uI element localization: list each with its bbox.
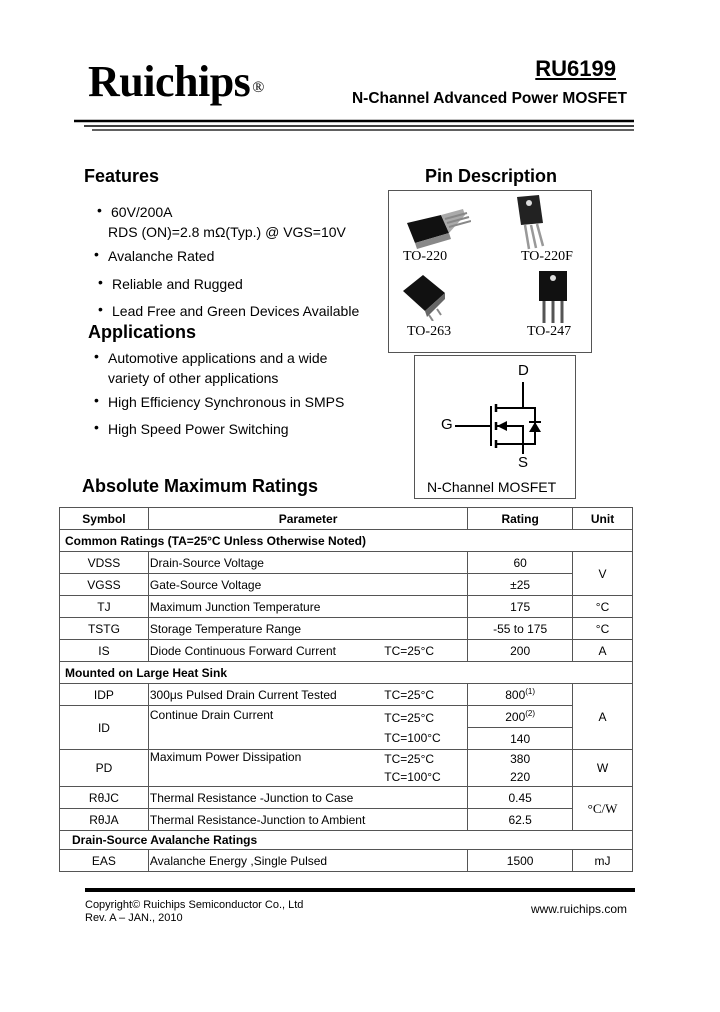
ratings-title: Absolute Maximum Ratings xyxy=(82,476,319,496)
package-panel xyxy=(388,190,592,353)
symbol-cell: RθJA xyxy=(60,809,149,831)
parameter-cell xyxy=(148,640,467,662)
symbol-cell: ID xyxy=(60,706,149,750)
package-label: TO-263 xyxy=(407,324,452,339)
document-subtitle: N-Channel Advanced Power MOSFET xyxy=(351,90,627,107)
symbol-cell: PD xyxy=(60,750,149,787)
table-row xyxy=(60,684,633,706)
to247-package-icon xyxy=(535,269,571,325)
symbol-cell: IS xyxy=(60,640,149,662)
gate-label: G xyxy=(441,416,453,433)
symbol-cell: EAS xyxy=(60,850,149,872)
symbol-cell: TJ xyxy=(60,596,149,618)
table-header-row xyxy=(60,508,633,530)
table-row xyxy=(60,618,633,640)
table-row xyxy=(60,750,633,769)
parameter-cell: Maximum Junction Temperature xyxy=(148,596,467,618)
table-row xyxy=(60,809,633,831)
symbol-cell: VGSS xyxy=(60,574,149,596)
rating-cell: 200 xyxy=(468,640,573,662)
group-row xyxy=(60,530,633,552)
parameter-cell xyxy=(148,750,467,787)
table-row xyxy=(60,640,633,662)
condition-text: TC=25°C xyxy=(384,687,435,702)
rating-cell: 1500 xyxy=(468,850,573,872)
feature-item: • Reliable and Rugged xyxy=(112,276,243,292)
source-label: S xyxy=(518,454,529,471)
copyright-text: Copyright© Ruichips Semiconductor Co., Ltd xyxy=(85,899,304,911)
feature-item: • 60V/200A xyxy=(111,204,173,220)
symbol-cell: VDSS xyxy=(60,552,149,574)
feature-item: RDS (ON)=2.8 mΩ(Typ.) @ VGS=10V xyxy=(108,224,346,240)
unit-cell: W xyxy=(573,750,633,787)
mosfet-caption: N-Channel MOSFET xyxy=(427,479,557,495)
parameter-text: 300μs Pulsed Drain Current Tested xyxy=(149,687,337,702)
drain-label: D xyxy=(518,362,529,379)
column-header: Parameter xyxy=(148,508,467,530)
unit-cell: °C xyxy=(573,596,633,618)
condition-line: TC=25°C xyxy=(384,752,435,766)
application-item: • High Efficiency Synchronous in SMPS xyxy=(108,394,344,410)
applications-title: Applications xyxy=(88,322,197,342)
application-item: variety of other applications xyxy=(108,370,279,386)
column-header: Symbol xyxy=(60,508,149,530)
table-row xyxy=(60,850,633,872)
parameter-cell: Storage Temperature Range xyxy=(148,618,467,640)
to263-package-icon xyxy=(399,271,449,321)
table-row xyxy=(60,574,633,596)
rating-cell: 380 xyxy=(468,750,573,769)
rating-cell: 0.45 xyxy=(468,787,573,809)
revision-text: Rev. A – JAN., 2010 xyxy=(85,912,183,924)
feature-item: • Lead Free and Green Devices Available xyxy=(112,303,359,319)
group-label: Mounted on Large Heat Sink xyxy=(60,662,633,684)
to220f-package-icon xyxy=(509,193,549,251)
column-header: Unit xyxy=(573,508,633,530)
rating-value: 200 xyxy=(505,710,526,724)
parameter-cell: Thermal Resistance-Junction to Ambient xyxy=(148,809,467,831)
condition-line: TC=100°C xyxy=(384,730,441,745)
condition-text xyxy=(384,708,466,748)
footer-rule xyxy=(85,888,635,892)
parameter-cell: Drain-Source Voltage xyxy=(148,552,467,574)
unit-cell: V xyxy=(573,552,633,596)
application-item: • High Speed Power Switching xyxy=(108,421,289,437)
group-row xyxy=(60,831,633,850)
group-label: Common Ratings (TA=25°C Unless Otherwise Noted) xyxy=(60,530,633,552)
features-title: Features xyxy=(84,166,160,186)
rating-cell: ±25 xyxy=(468,574,573,596)
rating-cell: 60 xyxy=(468,552,573,574)
rating-note: (1) xyxy=(525,687,536,696)
unit-cell: A xyxy=(573,684,633,750)
unit-cell: °C xyxy=(573,618,633,640)
header-rule xyxy=(74,118,634,132)
package-label: TO-247 xyxy=(527,324,572,339)
parameter-cell xyxy=(148,706,467,750)
condition-line: TC=25°C xyxy=(384,710,435,725)
parameter-text: Continue Drain Current xyxy=(149,707,274,722)
group-row xyxy=(60,662,633,684)
registered-mark: ® xyxy=(252,79,264,96)
package-label: TO-220 xyxy=(403,249,448,264)
rating-cell: 175 xyxy=(468,596,573,618)
mosfet-symbol-panel xyxy=(414,355,576,499)
table-row xyxy=(60,552,633,574)
website-link[interactable]: www.ruichips.com xyxy=(530,902,627,916)
condition-text: TC=25°C xyxy=(384,643,435,658)
condition-text xyxy=(384,750,466,786)
to220-package-icon xyxy=(401,203,471,251)
package-label: TO-220F xyxy=(521,249,573,264)
column-header: Rating xyxy=(468,508,573,530)
unit-cell: A xyxy=(573,640,633,662)
parameter-cell: Avalanche Energy ,Single Pulsed xyxy=(148,850,467,872)
parameter-cell xyxy=(148,684,467,706)
rating-note: (2) xyxy=(525,709,536,718)
rating-cell xyxy=(468,706,573,728)
mosfet-symbol-icon xyxy=(455,378,545,456)
group-label: Drain-Source Avalanche Ratings xyxy=(60,831,633,850)
part-number: RU6199 xyxy=(535,56,616,81)
rating-cell: 220 xyxy=(468,768,573,787)
unit-cell: mJ xyxy=(573,850,633,872)
table-row xyxy=(60,596,633,618)
brand-logo xyxy=(88,56,264,108)
feature-item: • Avalanche Rated xyxy=(108,248,214,264)
symbol-cell: IDP xyxy=(60,684,149,706)
symbol-cell: TSTG xyxy=(60,618,149,640)
rating-value: 800 xyxy=(505,688,526,702)
application-item: • Automotive applications and a wide xyxy=(108,350,327,366)
condition-line: TC=100°C xyxy=(384,770,441,784)
symbol-cell: RθJC xyxy=(60,787,149,809)
parameter-text: Maximum Power Dissipation xyxy=(149,750,302,764)
rating-cell: 140 xyxy=(468,728,573,750)
table-row xyxy=(60,706,633,728)
rating-cell: -55 to 175 xyxy=(468,618,573,640)
brand-name: Ruichips xyxy=(88,57,251,106)
ratings-table xyxy=(59,507,633,872)
parameter-cell: Thermal Resistance -Junction to Case xyxy=(148,787,467,809)
unit-cell: °C/W xyxy=(573,787,633,831)
parameter-cell: Gate-Source Voltage xyxy=(148,574,467,596)
pin-description-title: Pin Description xyxy=(425,166,558,186)
rating-cell: 62.5 xyxy=(468,809,573,831)
table-row xyxy=(60,787,633,809)
rating-cell xyxy=(468,684,573,706)
parameter-text: Diode Continuous Forward Current xyxy=(149,643,336,658)
